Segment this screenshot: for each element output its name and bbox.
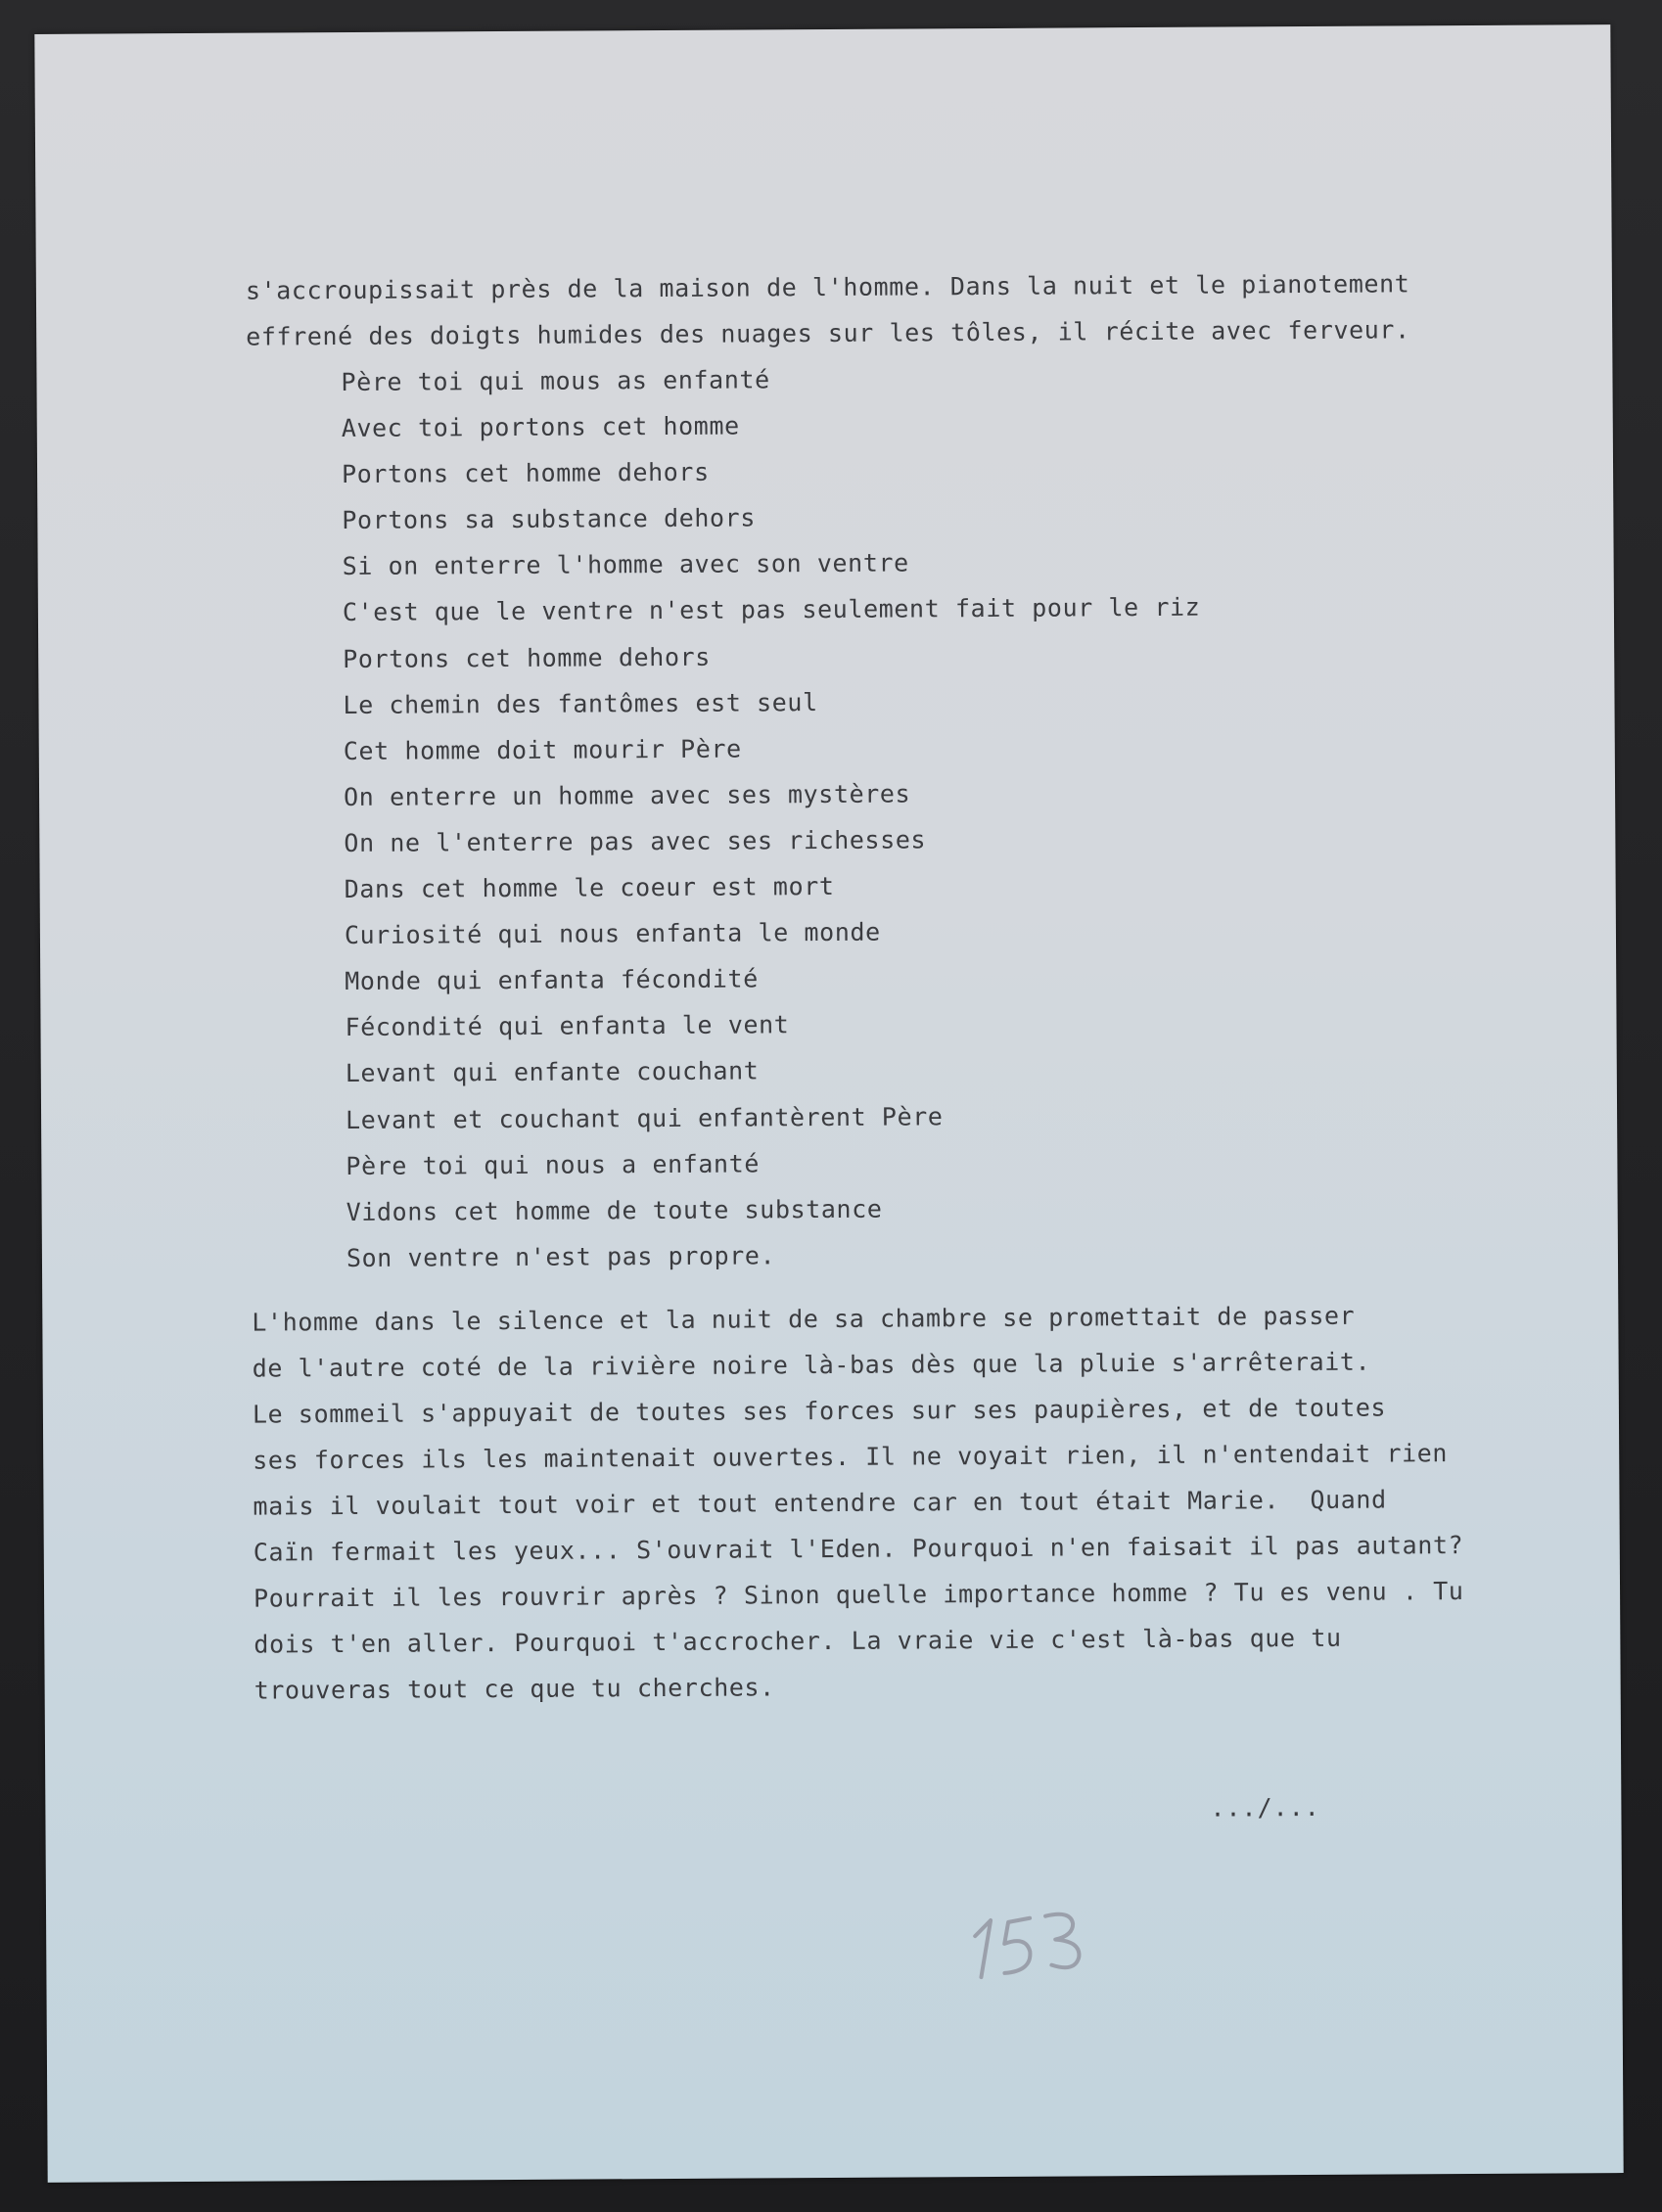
poem-line: Levant et couchant qui enfantèrent Père: [346, 1101, 944, 1134]
poem-line: Si on enterre l'homme avec son ventre: [342, 548, 909, 581]
continuation-mark: .../...: [1210, 1792, 1320, 1822]
poem-line: Dans cet homme le coeur est mort: [344, 871, 835, 904]
prose-line: dois t'en aller. Pourquoi t'accrocher. La vraie vie c'est là-bas que tu: [254, 1623, 1342, 1659]
poem-line: On ne l'enterre pas avec ses richesses: [344, 825, 927, 857]
poem-line: Vidons cet homme de toute substance: [346, 1194, 883, 1226]
poem-line: Curiosité qui nous enfanta le monde: [344, 917, 881, 950]
prose-line: de l'autre coté de la rivière noire là-bas dès que la pluie s'arrêterait.: [252, 1347, 1371, 1383]
poem-line: Fécondité qui enfanta le vent: [345, 1010, 790, 1042]
prose-line: ses forces ils les maintenait ouvertes. Il ne voyait rien, il n'entendait rien: [253, 1439, 1449, 1475]
prose-line: s'accroupissait près de la maison de l'homme. Dans la nuit et le pianotement: [245, 269, 1410, 305]
prose-line: trouveras tout ce que tu cherches.: [254, 1673, 775, 1705]
poem-line: Père toi qui mous as enfanté: [341, 365, 770, 397]
page-body: [246, 260, 1547, 1714]
paragraph-opening: [246, 260, 1539, 360]
poem-line: Portons cet homme dehors: [341, 457, 710, 489]
poem-line: Son ventre n'est pas propre.: [346, 1241, 776, 1272]
poem-line: C'est que le ventre n'est pas seulement fait pour le riz: [342, 593, 1201, 627]
prose-line: Le sommeil s'appuyait de toutes ses forces sur ses paupières, et de toutes: [252, 1393, 1387, 1429]
poem: [246, 352, 1544, 1282]
poem-line: Levant qui enfante couchant: [345, 1056, 760, 1088]
handwritten-page-number: [961, 1892, 1109, 1991]
prose-line: mais il voulait tout voir et tout entendre car en tout était Marie. Quand: [253, 1485, 1387, 1521]
poem-line: On enterre un homme avec ses mystères: [343, 779, 911, 811]
paragraph-closing: [252, 1291, 1547, 1713]
poem-line: Monde qui enfanta fécondité: [345, 964, 759, 996]
prose-line: L'homme dans le silence et la nuit de sa chambre se promettait de passer: [252, 1301, 1356, 1337]
prose-line: Caïn fermait les yeux... S'ouvrait l'Eden. Pourquoi n'en faisait il pas autant?: [253, 1530, 1464, 1567]
poem-line: Le chemin des fantômes est seul: [343, 687, 818, 719]
prose-line: Pourrait il les rouvrir après ? Sinon quelle importance homme ? Tu es venu . Tu: [253, 1576, 1464, 1613]
prose-line: effrené des doigts humides des nuages sur les tôles, il récite avec ferveur.: [246, 315, 1410, 351]
poem-line: Avec toi portons cet homme: [341, 411, 740, 443]
typewritten-page: [34, 24, 1623, 2183]
poem-line: Cet homme doit mourir Père: [343, 734, 742, 765]
poem-line: Père toi qui nous a enfanté: [346, 1149, 761, 1180]
poem-line: Portons sa substance dehors: [342, 503, 757, 535]
poem-line: Portons cet homme dehors: [343, 642, 711, 673]
